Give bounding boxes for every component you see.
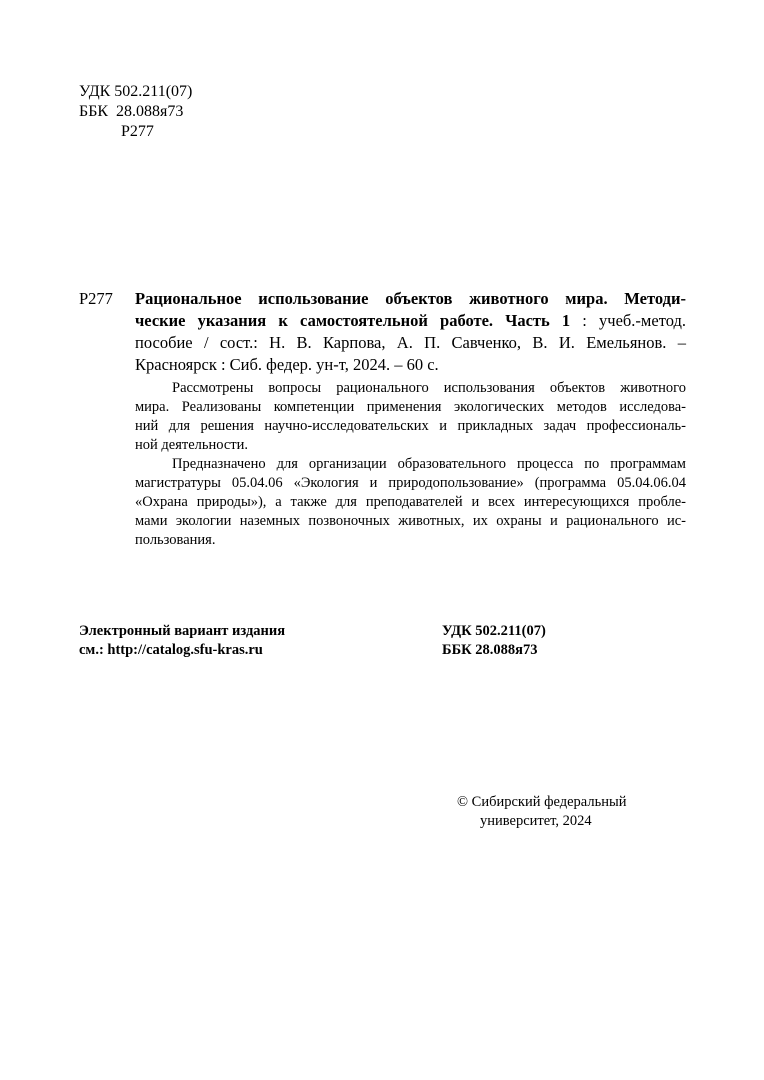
bibliographic-record [135, 288, 686, 376]
record-type: : учеб.-метод. [570, 311, 686, 330]
electronic-version-label: Электронный вариант издания [79, 623, 286, 639]
record-author-mark: Р277 [79, 289, 113, 308]
classification-codes [79, 82, 192, 142]
annotation [135, 379, 686, 550]
electronic-version-note [79, 622, 285, 660]
record-title-line [135, 310, 686, 332]
annotation-line: Предназначено для организации образовательного процесса по программам [172, 456, 686, 472]
record-title-part2: ческие указания к самостоятельной работе. Часть 1 [135, 311, 571, 330]
copyright-line-1: © Сибирский федеральный [457, 794, 627, 810]
annotation-line: «Охрана природы»), а также для преподавателей и всех интересующихся пробле- [135, 494, 686, 510]
annotation-line: ной деятельности. [135, 437, 249, 453]
annotation-line: ний для решения научно-исследовательских и прикладных задач профессиональ- [135, 418, 686, 434]
catalog-link[interactable]: см.: http://catalog.sfu-kras.ru [79, 642, 263, 658]
record-title-line [135, 288, 686, 310]
annotation-line: мами экологии наземных позвоночных животных, их охраны и рационального ис- [135, 513, 686, 529]
electronic-bbk: ББК 28.088я73 [442, 642, 538, 658]
author-mark: Р277 [121, 123, 154, 140]
copyright-notice [457, 793, 626, 831]
record-authors: пособие / сост.: Н. В. Карпова, А. П. Савченко, В. И. Емельянов. – [135, 333, 686, 352]
annotation-line: мира. Реализованы компетенции применения экологических методов исследова- [135, 399, 686, 415]
udk-code: УДК 502.211(07) [79, 83, 193, 100]
bbk-code: ББК 28.088я73 [79, 103, 184, 120]
electronic-codes [442, 622, 546, 660]
annotation-line: магистратуры 05.04.06 «Экология и природопользование» (программа 05.04.06.04 [135, 475, 686, 491]
record-title-part1: Рациональное использование объектов животного мира. Методи- [135, 289, 686, 308]
copyright-line-2: университет, 2024 [480, 813, 592, 829]
electronic-udk: УДК 502.211(07) [442, 623, 546, 639]
annotation-paragraph-2 [135, 455, 686, 550]
annotation-paragraph-1 [135, 379, 686, 455]
annotation-line: пользования. [135, 532, 216, 548]
record-imprint: Красноярск : Сиб. федер. ун-т, 2024. – 60 с. [135, 355, 439, 374]
annotation-line: Рассмотрены вопросы рационального использования объектов животного [172, 380, 686, 396]
